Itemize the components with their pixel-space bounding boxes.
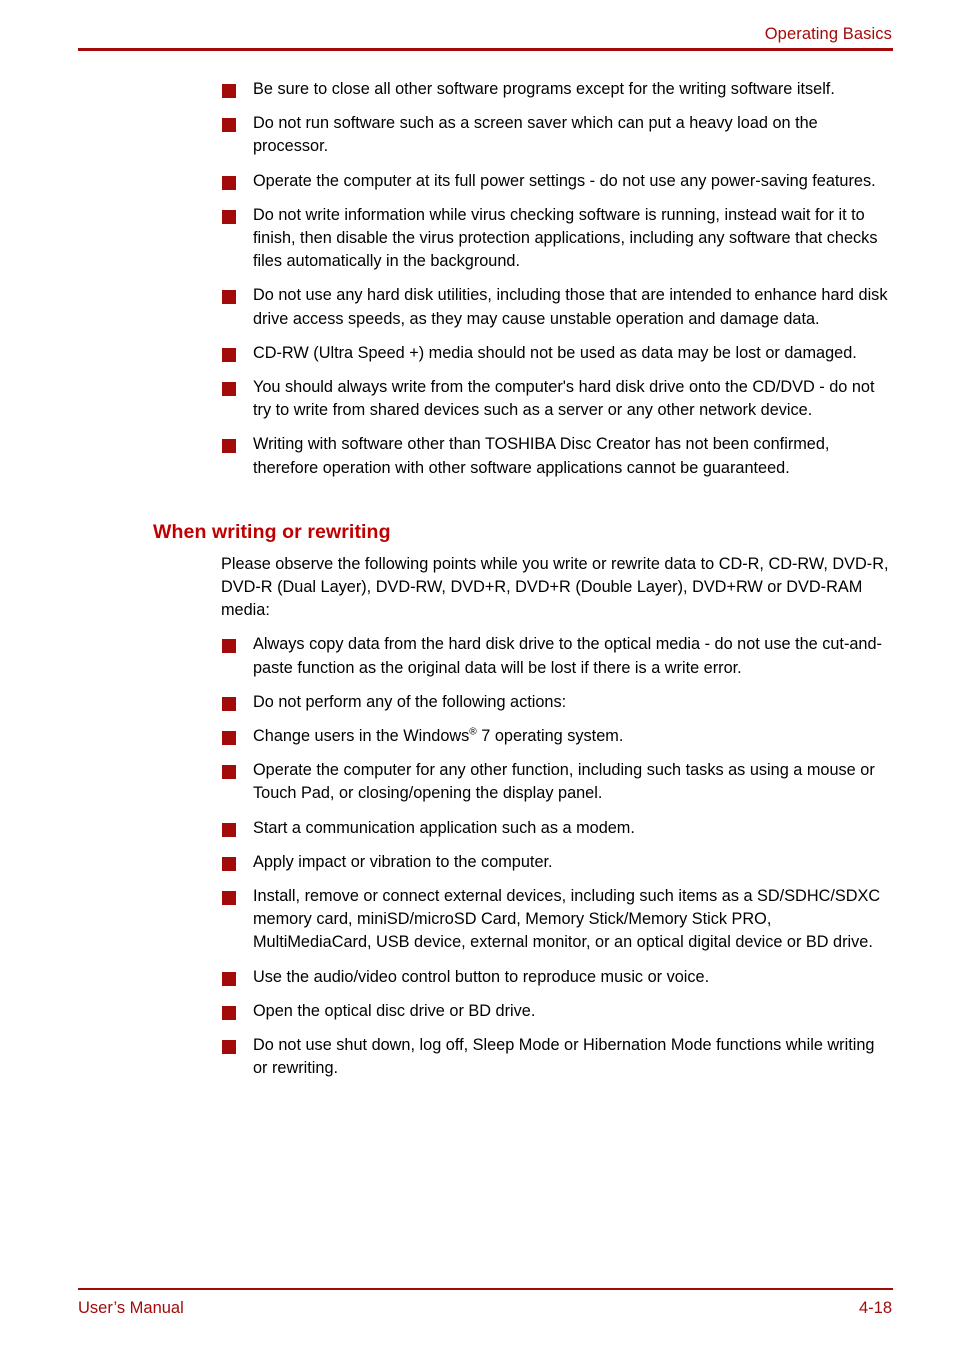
bullet-square-icon <box>222 891 236 905</box>
footer-row <box>78 1298 893 1318</box>
bullet-square-icon <box>222 765 236 779</box>
bullet-square-icon <box>222 823 236 837</box>
list-item <box>0 633 954 679</box>
bullet-square-icon <box>222 176 236 190</box>
footer-manual-label: User’s Manual <box>78 1299 184 1317</box>
bullet-square-icon <box>222 731 236 745</box>
list-item <box>0 885 954 955</box>
bullet-square-icon <box>222 1006 236 1020</box>
list-item-text: Install, remove or connect external devices, including such items as a SD/SDHC/SDXC memory card, miniSD/microSD Card, Memory Stick/Memory Stick PRO, MultiMediaCard, USB device, external monitor, or an optical digital device or BD drive. <box>253 887 881 952</box>
bullet-square-icon <box>222 639 236 653</box>
list-item-text: Do not perform any of the following actions: <box>253 692 567 711</box>
windows-version-suffix: 7 operating system. <box>476 727 624 746</box>
bullet-square-icon <box>222 290 236 304</box>
list-item <box>0 112 954 158</box>
list-item-text: Do not write information while virus checking software is running, instead wait for it to finish, then disable the virus protection applications, including any software that checks files automatically in the background. <box>253 205 878 271</box>
bullet-square-icon <box>222 348 236 362</box>
section-intro-paragraph: Please observe the following points while you write or rewrite data to CD-R, CD-RW, DVD-R, DVD-R (Dual Layer), DVD-RW, DVD+R, DVD+R (Double Layer), DVD+RW or DVD-RAM media: <box>221 554 889 620</box>
list-item <box>0 1000 954 1023</box>
list-item-text: Start a communication application such as a modem. <box>253 818 635 837</box>
list-item-text: Writing with software other than TOSHIBA Disc Creator has not been confirmed, therefore operation with other software applications cannot be guaranteed. <box>253 435 830 477</box>
list-item <box>0 433 954 479</box>
bullet-square-icon <box>222 118 236 132</box>
footer-page-number: 4-18 <box>858 1299 892 1317</box>
bullet-square-icon <box>222 382 236 396</box>
list-item <box>0 691 954 714</box>
list-item-text: Open the optical disc drive or BD drive. <box>253 1001 536 1020</box>
list-item <box>0 78 954 101</box>
bullet-square-icon <box>222 439 236 453</box>
list-item <box>0 851 954 874</box>
list-item-text: Do not use any hard disk utilities, including those that are intended to enhance hard disk drive access speeds, as they may cause unstable operation and damage data. <box>253 286 888 328</box>
list-item-text: Do not run software such as a screen saver which can put a heavy load on the processor. <box>253 114 818 156</box>
list-item-text: Operate the computer for any other function, including such tasks as using a mouse or Touch Pad, or closing/opening the display panel. <box>253 761 875 803</box>
bullet-square-icon <box>222 697 236 711</box>
list-item <box>0 284 954 330</box>
section-bullet-list <box>0 633 954 1080</box>
header-rule <box>78 48 893 51</box>
registered-mark-icon: ® <box>469 726 477 738</box>
list-item <box>0 817 954 840</box>
list-item <box>0 966 954 989</box>
list-item <box>0 342 954 365</box>
bullet-square-icon <box>222 972 236 986</box>
list-item-text: Operate the computer at its full power settings - do not use any power-saving features. <box>253 171 876 190</box>
list-item-text <box>253 725 890 748</box>
bullet-square-icon <box>222 857 236 871</box>
list-item <box>0 1034 954 1080</box>
list-item-text: Use the audio/video control button to reproduce music or voice. <box>253 967 710 986</box>
windows-label: Change users in the Windows <box>253 727 470 746</box>
bullet-square-icon <box>222 84 236 98</box>
bullet-square-icon <box>222 1040 236 1054</box>
list-item-text: Apply impact or vibration to the computer. <box>253 852 553 871</box>
list-item <box>0 376 954 422</box>
footer-rule <box>78 1288 893 1290</box>
section-heading: When writing or rewriting <box>153 520 391 543</box>
bullet-square-icon <box>222 210 236 224</box>
list-item-text: CD-RW (Ultra Speed +) media should not be used as data may be lost or damaged. <box>253 343 857 362</box>
list-item <box>0 170 954 193</box>
page-footer <box>78 1288 893 1318</box>
list-item <box>0 759 954 805</box>
list-item-text: Always copy data from the hard disk drive to the optical media - do not use the cut-and-paste function as the original data will be lost if there is a write error. <box>253 635 882 677</box>
page-header <box>78 24 893 51</box>
list-item-text: You should always write from the computer's hard disk drive onto the CD/DVD - do not try to write from shared devices such as a server or any other network device. <box>253 378 875 420</box>
header-title: Operating Basics <box>764 25 892 43</box>
top-bullet-list <box>0 78 954 480</box>
list-item-text: Be sure to close all other software programs except for the writing software itself. <box>253 80 835 98</box>
list-item-windows-version <box>0 725 954 748</box>
list-item-text: Do not use shut down, log off, Sleep Mode or Hibernation Mode functions while writing or rewriting. <box>253 1036 875 1078</box>
page-content <box>0 78 954 1081</box>
list-item <box>0 204 954 274</box>
